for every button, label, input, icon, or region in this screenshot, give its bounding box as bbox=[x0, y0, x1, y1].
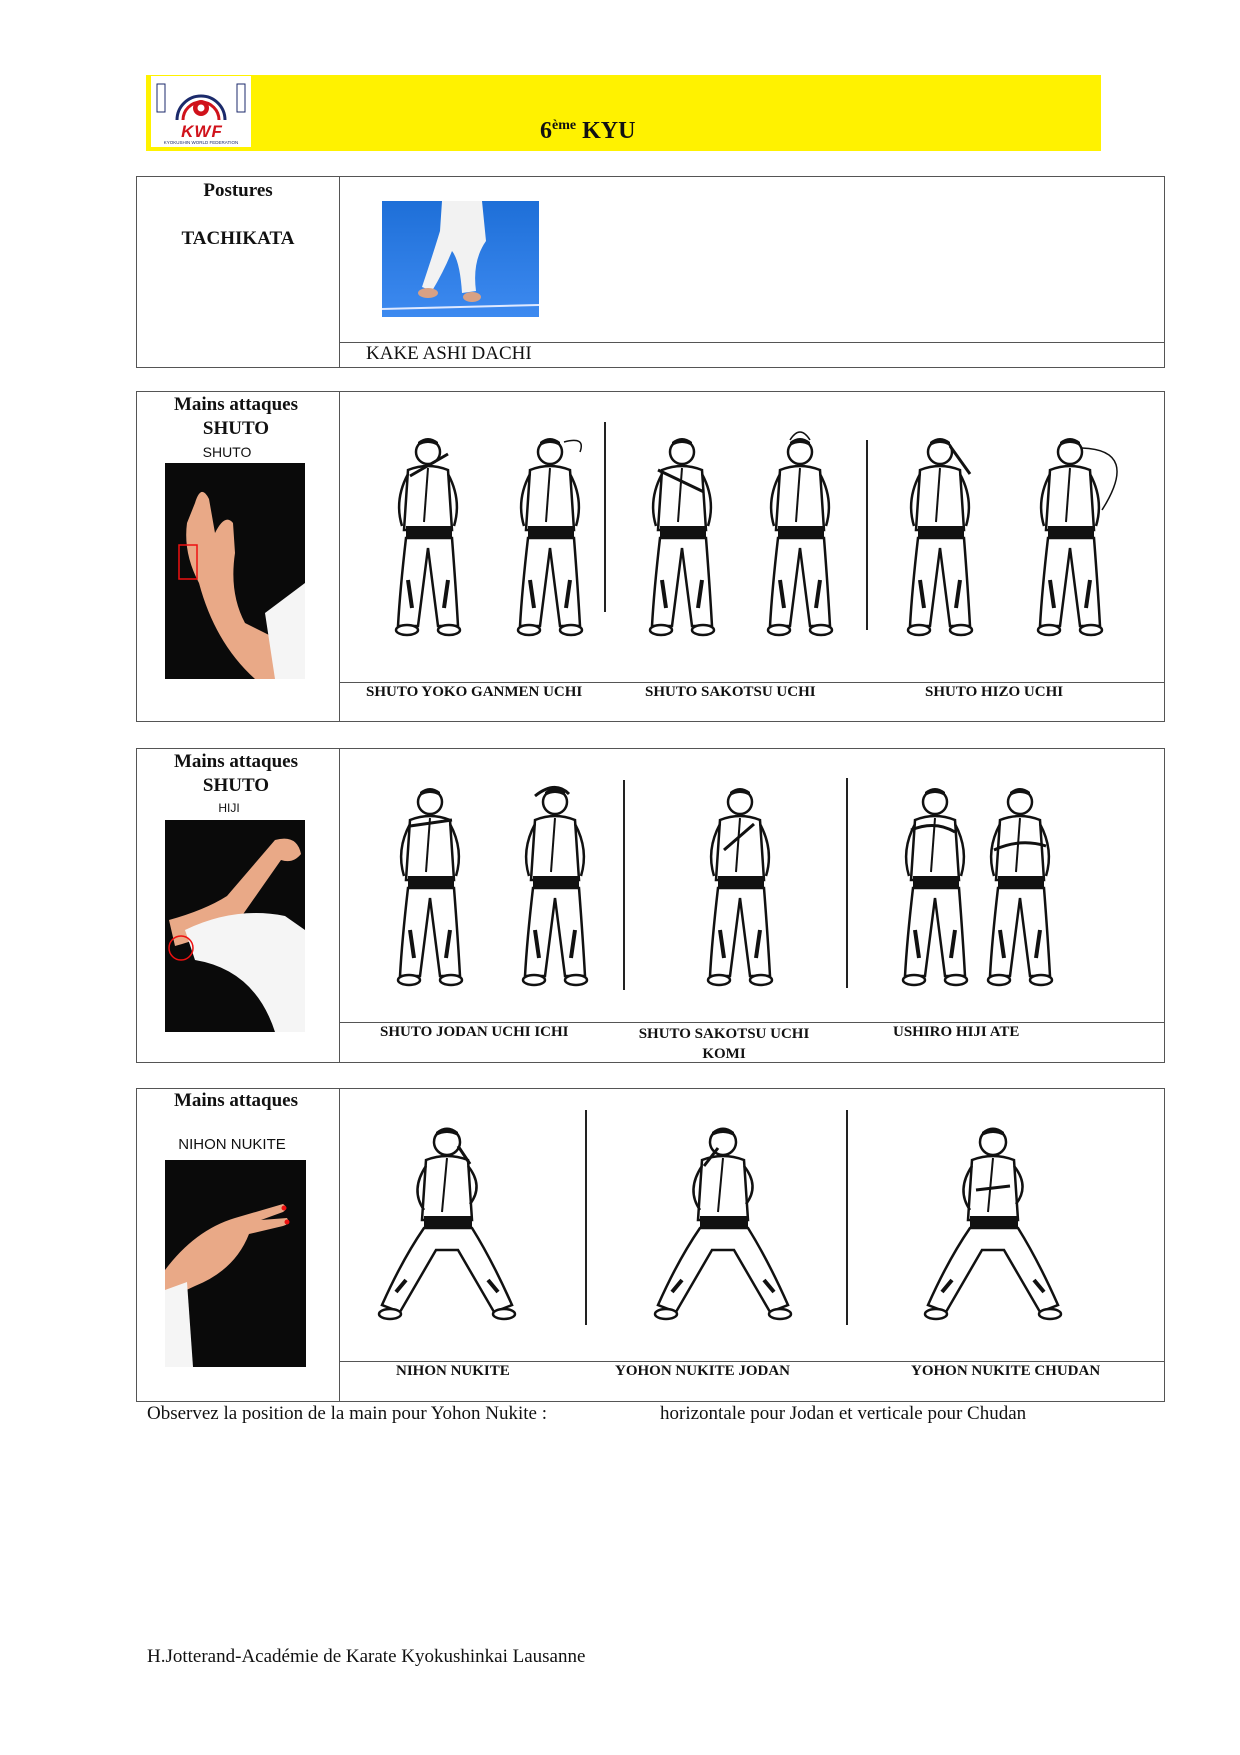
postures-label: Postures bbox=[203, 180, 273, 201]
technique-caption: SHUTO HIZO UCHI bbox=[925, 684, 1064, 700]
karateka-figure bbox=[648, 1120, 798, 1330]
title-superscript: ème bbox=[552, 118, 577, 133]
technique-caption: NIHON NUKITE bbox=[396, 1363, 510, 1379]
title-rest: KYU bbox=[576, 118, 636, 144]
karateka-figure bbox=[1020, 430, 1140, 640]
page-title bbox=[540, 118, 635, 145]
note-right: horizontale pour Jodan et verticale pour Chudan bbox=[660, 1403, 1027, 1424]
figure-separator bbox=[604, 422, 606, 612]
kwf-logo bbox=[151, 76, 251, 147]
section-label-2: SHUTO bbox=[202, 775, 270, 796]
column-divider bbox=[339, 748, 340, 1063]
technique-caption: KAKE ASHI DACHI bbox=[366, 343, 532, 364]
karateka-figure bbox=[690, 780, 790, 990]
logo-subtitle: KYOKUSHIN WORLD FEDERATION bbox=[163, 140, 239, 145]
technique-caption: YOHON NUKITE CHUDAN bbox=[911, 1363, 1101, 1379]
section-label-2: SHUTO bbox=[202, 418, 270, 439]
karateka-figure bbox=[632, 430, 732, 640]
caption-divider bbox=[339, 682, 1165, 683]
section-label: Mains attaques bbox=[173, 394, 299, 415]
karateka-figure bbox=[372, 1120, 522, 1330]
figure-separator bbox=[866, 440, 868, 630]
section-label: Mains attaques bbox=[173, 751, 299, 772]
technique-caption: SHUTO SAKOTSU UCHI KOMI bbox=[638, 1026, 810, 1062]
technique-caption: YOHON NUKITE JODAN bbox=[615, 1363, 791, 1379]
hiji-elbow-photo bbox=[165, 820, 305, 1032]
figure-separator bbox=[846, 1110, 848, 1325]
karateka-figure bbox=[750, 430, 850, 640]
figure-separator bbox=[623, 780, 625, 990]
footer-credit: H.Jotterand-Académie de Karate Kyokushinkai Lausanne bbox=[147, 1646, 586, 1667]
karateka-figure bbox=[378, 430, 478, 640]
tachikata-label: TACHIKATA bbox=[181, 228, 295, 249]
technique-caption: SHUTO JODAN UCHI ICHI bbox=[380, 1024, 569, 1040]
karateka-figure bbox=[970, 780, 1070, 990]
photo-label: SHUTO bbox=[202, 444, 252, 460]
caption-divider bbox=[339, 1022, 1165, 1023]
section-label: Mains attaques bbox=[173, 1090, 299, 1111]
nihon-nukite-photo bbox=[165, 1160, 306, 1367]
karateka-figure bbox=[918, 1120, 1068, 1330]
karateka-figure bbox=[500, 430, 600, 640]
photo-label: NIHON NUKITE bbox=[178, 1136, 286, 1153]
logo-letters: KWF bbox=[181, 122, 223, 141]
postures-section bbox=[136, 176, 1165, 368]
figure-separator bbox=[846, 778, 848, 988]
figure-separator bbox=[585, 1110, 587, 1325]
shuto-hand-photo bbox=[165, 463, 305, 679]
kake-ashi-dachi-photo bbox=[382, 201, 539, 317]
karateka-figure bbox=[505, 780, 605, 990]
column-divider bbox=[339, 391, 340, 722]
karateka-figure bbox=[380, 780, 480, 990]
karateka-figure bbox=[890, 430, 990, 640]
note-left: Observez la position de la main pour Yohon Nukite : bbox=[147, 1403, 548, 1424]
column-divider bbox=[339, 1088, 340, 1402]
title-number: 6 bbox=[540, 118, 552, 144]
technique-caption: SHUTO YOKO GANMEN UCHI bbox=[366, 684, 583, 700]
photo-label: HIJI bbox=[218, 801, 240, 815]
technique-caption: SHUTO SAKOTSU UCHI bbox=[645, 684, 816, 700]
technique-caption: USHIRO HIJI ATE bbox=[893, 1024, 1020, 1040]
caption-divider bbox=[339, 1361, 1165, 1362]
column-divider bbox=[339, 176, 340, 368]
